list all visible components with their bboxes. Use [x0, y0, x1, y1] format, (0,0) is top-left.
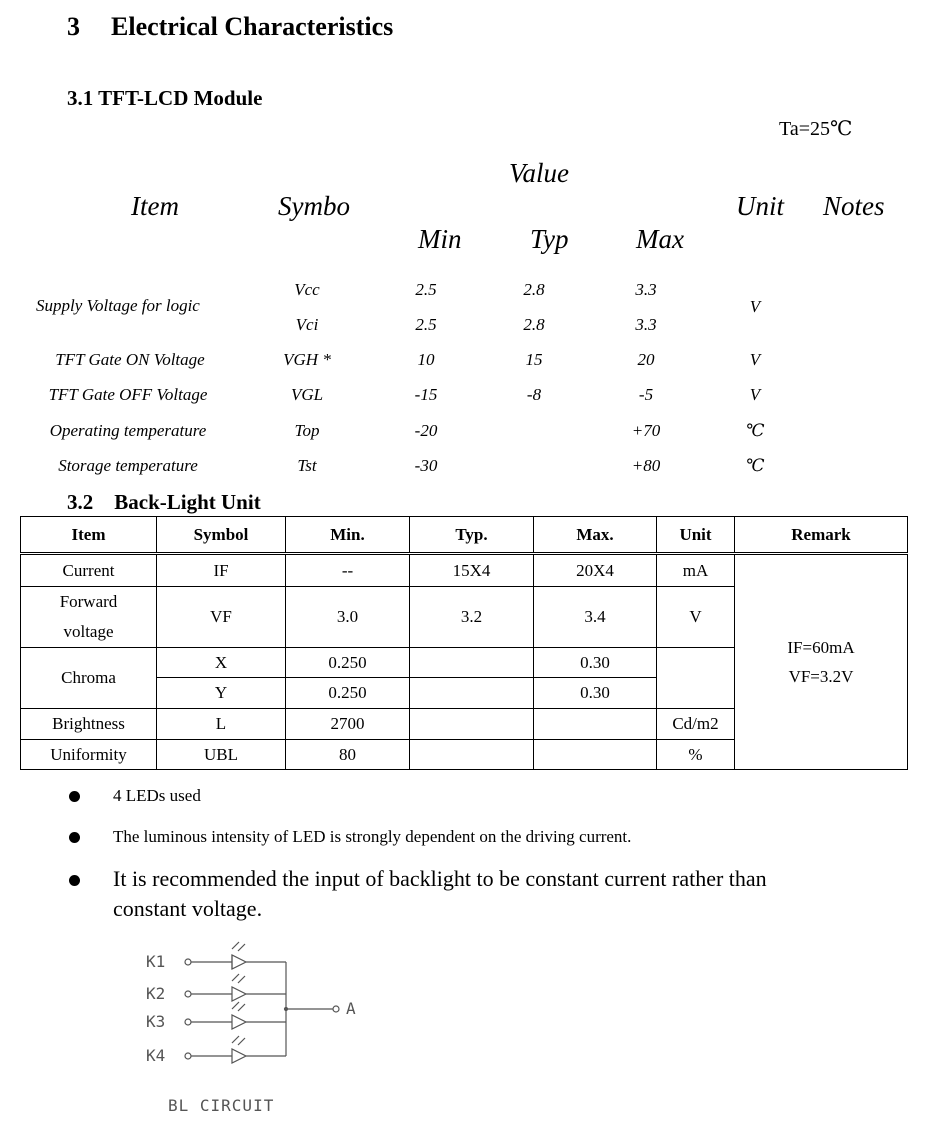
cell-symbol: L — [157, 709, 286, 740]
header-unit: Unit — [736, 191, 785, 221]
cell-typ: 3.2 — [410, 587, 534, 648]
row-max: 20 — [637, 350, 655, 369]
cell-unit: Cd/m2 — [657, 709, 735, 740]
bullet-icon — [69, 791, 80, 802]
cell-unit: V — [657, 587, 735, 648]
row-item: Storage temperature — [58, 456, 198, 475]
cell-remark — [735, 554, 908, 770]
note-item: It is recommended the input of backlight to be constant current rather than — [113, 866, 767, 891]
col-header-remark: Remark — [735, 517, 908, 554]
cell-typ — [410, 648, 534, 678]
row-symbol: VGH * — [283, 350, 331, 369]
cell-typ — [410, 709, 534, 740]
cell-item: Brightness — [21, 709, 157, 740]
circuit-label-k1: K1 — [146, 952, 166, 971]
cell-symbol: IF — [157, 554, 286, 587]
cell-typ — [410, 678, 534, 709]
header-value: Value — [509, 158, 569, 188]
row-max: -5 — [638, 385, 654, 404]
cell-max: 0.30 — [534, 678, 657, 709]
cell-max: 3.4 — [534, 587, 657, 648]
page-title: Electrical Characteristics — [111, 12, 394, 41]
cell-typ — [410, 740, 534, 770]
circuit-label-k2: K2 — [146, 984, 166, 1003]
row-item: Supply Voltage for logic — [36, 296, 200, 315]
ambient-condition: Ta=25℃ — [779, 118, 853, 140]
row-symbol: Top — [294, 421, 320, 440]
cell-typ: 15X4 — [410, 554, 534, 587]
col-header-unit: Unit — [657, 517, 735, 554]
row-item: Operating temperature — [49, 421, 207, 440]
row-min: -30 — [414, 456, 438, 475]
cell-min: 0.250 — [286, 648, 410, 678]
cell-min: -- — [286, 554, 410, 587]
cell-item: Current — [21, 554, 157, 587]
cell-symbol: UBL — [157, 740, 286, 770]
row-typ: 15 — [525, 350, 543, 369]
cell-min: 2700 — [286, 709, 410, 740]
bullet-icon — [69, 875, 80, 886]
backlight-table — [20, 516, 908, 770]
row-unit: ℃ — [745, 456, 765, 475]
remark-vf: VF=3.2V — [788, 667, 854, 686]
led-4 — [185, 1036, 286, 1063]
row-symbol: VGL — [290, 385, 324, 404]
header-min: Min — [418, 224, 462, 254]
cell-item-line1: Forward — [59, 592, 118, 611]
col-header-min: Min. — [286, 517, 410, 554]
header-symbol: Symbo — [278, 191, 350, 221]
row-symbol: Vci — [295, 315, 319, 334]
cell-symbol: Y — [157, 678, 286, 709]
row-max: 3.3 — [635, 315, 657, 334]
note-item: constant voltage. — [113, 896, 263, 921]
circuit-label-anode: A — [346, 999, 356, 1018]
header-typ: Typ — [530, 224, 569, 254]
remark-if: IF=60mA — [787, 638, 855, 657]
cell-max — [534, 740, 657, 770]
cell-min: 80 — [286, 740, 410, 770]
col-header-typ: Typ. — [410, 517, 534, 554]
junction-dot — [285, 1008, 288, 1011]
row-typ: -8 — [526, 385, 542, 404]
row-max: +70 — [631, 421, 661, 440]
row-symbol: Vcc — [294, 280, 320, 299]
cell-min: 0.250 — [286, 678, 410, 709]
row-unit: V — [749, 385, 761, 404]
cell-item: Chroma — [21, 648, 157, 709]
row-min: -15 — [414, 385, 438, 404]
header-max: Max — [636, 224, 684, 254]
led-2 — [185, 974, 286, 1001]
row-unit: ℃ — [745, 421, 765, 440]
circuit-label-k4: K4 — [146, 1046, 166, 1065]
section-number: 3 — [67, 12, 80, 41]
section-3-1-title: 3.1 TFT-LCD Module — [67, 86, 263, 110]
cell-unit — [657, 648, 735, 709]
row-max: 3.3 — [635, 280, 657, 299]
anode-terminal — [333, 1006, 339, 1012]
section-3-2-title: 3.2 Back-Light Unit — [67, 490, 261, 514]
led-3 — [185, 1002, 286, 1029]
row-item: TFT Gate OFF Voltage — [48, 385, 208, 404]
row-min: -20 — [414, 421, 438, 440]
cell-item — [21, 587, 157, 648]
cell-symbol: X — [157, 648, 286, 678]
cell-max: 0.30 — [534, 648, 657, 678]
col-header-max: Max. — [534, 517, 657, 554]
row-symbol: Tst — [297, 456, 317, 475]
led-1 — [185, 942, 286, 969]
bullet-icon — [69, 832, 80, 843]
cell-min: 3.0 — [286, 587, 410, 648]
row-min: 2.5 — [415, 315, 437, 334]
col-header-symbol: Symbol — [157, 517, 286, 554]
circuit-caption: BL CIRCUIT — [168, 1096, 275, 1115]
cell-max: 20X4 — [534, 554, 657, 587]
cell-item-line2: voltage — [63, 622, 114, 641]
cell-symbol: VF — [157, 587, 286, 648]
row-unit: V — [749, 297, 761, 316]
circuit-label-k3: K3 — [146, 1012, 166, 1031]
header-notes: Notes — [823, 191, 885, 221]
row-min: 10 — [417, 350, 435, 369]
table-row — [21, 554, 908, 587]
cell-item: Uniformity — [21, 740, 157, 770]
col-header-item: Item — [21, 517, 157, 554]
row-min: 2.5 — [415, 280, 437, 299]
row-item: TFT Gate ON Voltage — [55, 350, 205, 369]
row-typ: 2.8 — [523, 315, 545, 334]
note-item: 4 LEDs used — [113, 786, 201, 805]
note-item: The luminous intensity of LED is strongly dependent on the driving current. — [113, 827, 632, 846]
header-item: Item — [131, 191, 179, 221]
cell-unit: mA — [657, 554, 735, 587]
row-typ: 2.8 — [523, 280, 545, 299]
row-max: +80 — [631, 456, 661, 475]
cell-unit: % — [657, 740, 735, 770]
bl-circuit-diagram — [140, 935, 380, 1125]
cell-max — [534, 709, 657, 740]
row-unit: V — [749, 350, 761, 369]
